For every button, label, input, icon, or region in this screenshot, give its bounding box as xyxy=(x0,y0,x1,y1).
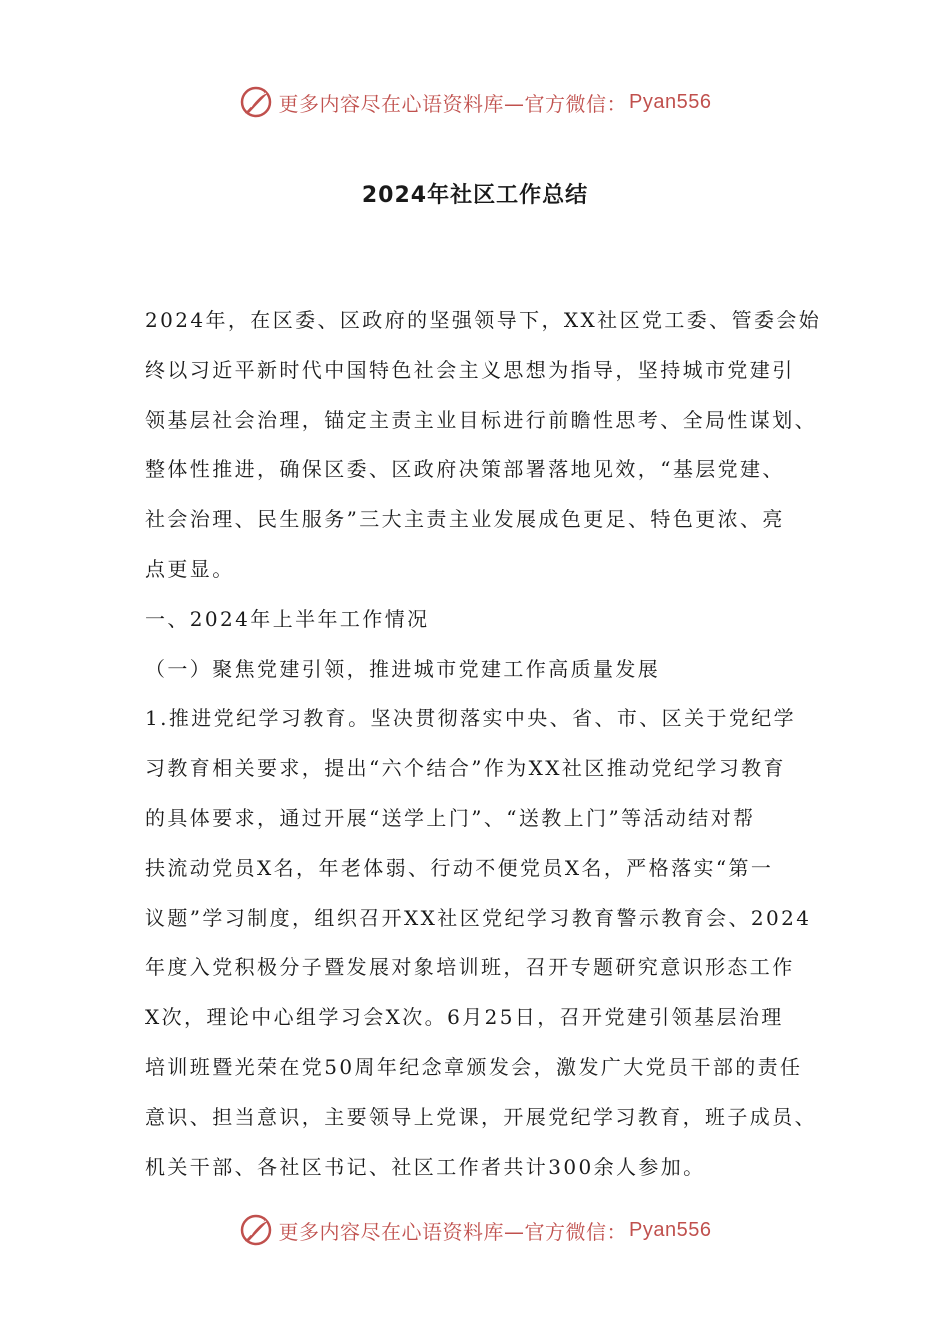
watermark-text: 更多内容尽在心语资料库—官方微信： xyxy=(278,91,628,116)
text-line: 2024年，在区委、区政府的坚强领导下，XX社区党工委、管委会始 xyxy=(145,308,822,332)
subsection-heading: （一）聚焦党建引领，推进城市党建工作高质量发展 xyxy=(145,656,661,681)
watermark-header xyxy=(0,82,950,122)
section-heading: 一、2024年上半年工作情况 xyxy=(145,606,430,631)
text-line: 社会治理、民生服务”三大主责主业发展成色更足、特色更浓、亮 xyxy=(145,507,785,532)
watermark-wechat-id: Pyan556 xyxy=(629,90,712,113)
document-body xyxy=(145,296,825,1192)
text-line: 点更显。 xyxy=(145,556,235,581)
text-line: 意识、担当意识，主要领导上党课，开展党纪学习教育，班子成员、 xyxy=(145,1104,817,1129)
text-line: 整体性推进，确保区委、区政府决策部署落地见效，“基层党建、 xyxy=(145,457,785,482)
quill-logo-icon xyxy=(239,85,273,119)
watermark-footer xyxy=(0,1210,950,1250)
text-line: X次，理论中心组学习会X次。6月25日，召开党建引领基层治理 xyxy=(145,1005,784,1030)
text-line: 扶流动党员X名，年老体弱、行动不便党员X名，严格落实“第一 xyxy=(145,855,774,880)
text-line: 领基层社会治理，锚定主责主业目标进行前瞻性思考、全局性谋划、 xyxy=(145,407,817,432)
watermark-wechat-id: Pyan556 xyxy=(629,1218,712,1241)
text-line: 议题”学习制度，组织召开XX社区党纪学习教育警示教育会、2024 xyxy=(145,905,812,930)
text-line: 年度入党积极分子暨发展对象培训班，召开专题研究意识形态工作 xyxy=(145,955,795,980)
text-line: 的具体要求，通过开展“送学上门”、“送教上门”等活动结对帮 xyxy=(145,805,756,830)
text-line: 1.推进党纪学习教育。坚决贯彻落实中央、省、市、区关于党纪学 xyxy=(145,706,797,731)
text-line: 机关干部、各社区书记、社区工作者共计300余人参加。 xyxy=(145,1154,706,1179)
text-line: 终以习近平新时代中国特色社会主义思想为指导，坚持城市党建引 xyxy=(145,357,795,382)
document-title: 2024年社区工作总结 xyxy=(361,183,589,208)
watermark-text: 更多内容尽在心语资料库—官方微信： xyxy=(278,1219,628,1244)
text-line: 培训班暨光荣在党50周年纪念章颁发会，激发广大党员干部的责任 xyxy=(145,1054,803,1079)
quill-logo-icon xyxy=(239,1213,273,1247)
text-line: 习教育相关要求，提出“六个结合”作为XX社区推动党纪学习教育 xyxy=(145,756,786,781)
